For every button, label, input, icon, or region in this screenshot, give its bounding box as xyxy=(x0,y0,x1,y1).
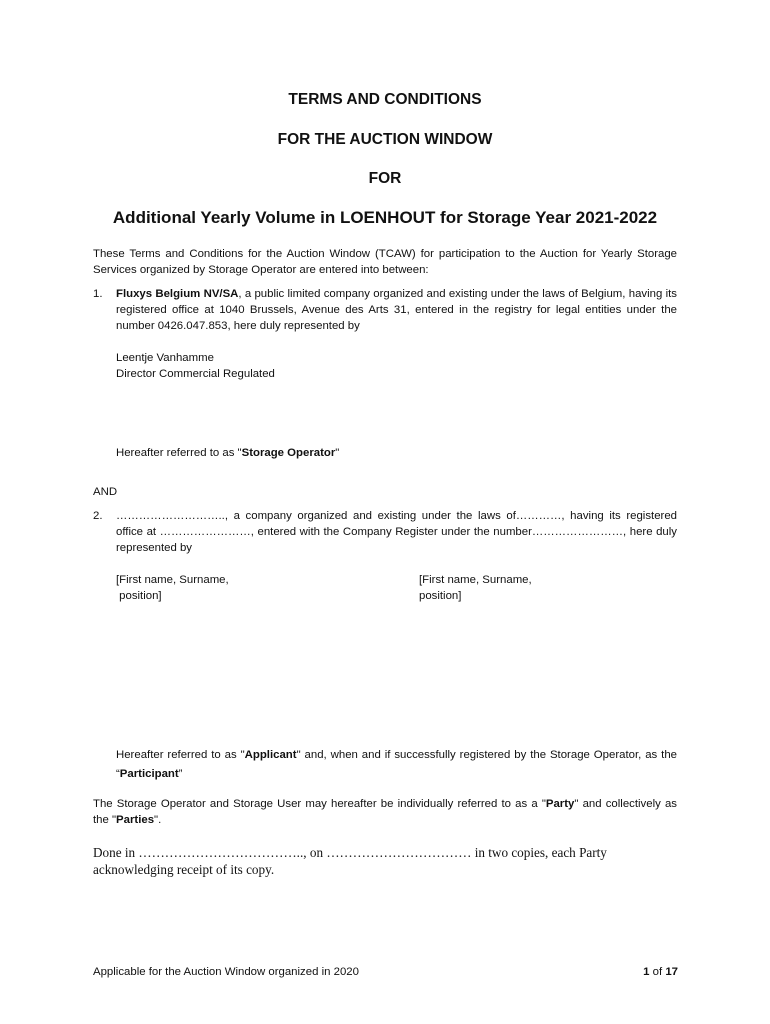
party1-rep-name: Leentje Vanhamme xyxy=(116,352,214,364)
party1-name: Fluxys Belgium NV/SA xyxy=(116,288,239,300)
page-total: 17 xyxy=(665,966,678,978)
done-in-paragraph: Done in ……………………………….., on …………………………… in two copies, each Party acknowledging receipt of its copy. xyxy=(93,845,607,877)
intro-paragraph: These Terms and Conditions for the Auction Window (TCAW) for participation to the Auction for Yearly Storage Services organized by Storage Operator are entered into between: xyxy=(93,248,677,276)
party1-hereafter: Hereafter referred to as "Storage Operator" xyxy=(116,447,340,459)
applicant-term: Applicant xyxy=(244,749,297,761)
party1-text: , a public limited company organized and existing under the laws of Belgium, having its registered office at 1040 Brussels, Avenue des Arts 31, entered in the registry for legal entities under the number 0426.047.853, here duly represented by xyxy=(116,288,677,332)
title-line-2: FOR THE AUCTION WINDOW xyxy=(277,131,493,148)
parties-sentence: The Storage Operator and Storage User may hereafter be individually referred to as a "Party" and collectively as the "Parties". xyxy=(93,798,677,826)
participant-term: Participant xyxy=(119,768,179,780)
signature-block-right xyxy=(419,572,532,604)
footer-note: Applicable for the Auction Window organized in 2020 xyxy=(93,966,359,978)
sig-right-line2: position] xyxy=(419,590,462,602)
signature-block-left xyxy=(116,572,229,604)
party1-number: 1. xyxy=(93,288,103,300)
sig-left-line1: [First name, Surname, xyxy=(116,574,229,586)
parties-term: Parties xyxy=(116,814,155,826)
party1-paragraph xyxy=(116,286,677,334)
party2-paragraph: ……………………….., a company organized and existing under the laws of…………, having its registered office at ……………………, entered with the Company Register under the number……………………, here duly represented by xyxy=(116,510,677,554)
storage-operator-term: Storage Operator xyxy=(241,447,336,459)
party-term: Party xyxy=(545,798,575,810)
party2-number: 2. xyxy=(93,510,103,522)
party2-hereafter: Hereafter referred to as "Applicant" and, when and if successfully registered by the Storage Operator, as the “Participant” xyxy=(116,749,677,780)
title-line-4: Additional Yearly Volume in LOENHOUT for Storage Year 2021-2022 xyxy=(112,208,658,227)
page-current: 1 xyxy=(643,966,650,978)
title-line-3: FOR xyxy=(368,170,402,187)
and-label: AND xyxy=(93,486,118,498)
page-number: 1 of 17 xyxy=(643,966,678,978)
sig-right-line1: [First name, Surname, xyxy=(419,574,532,586)
party1-rep-title: Director Commercial Regulated xyxy=(116,368,275,380)
title-line-1: TERMS AND CONDITIONS xyxy=(288,91,482,108)
sig-left-line2: position] xyxy=(116,590,162,602)
